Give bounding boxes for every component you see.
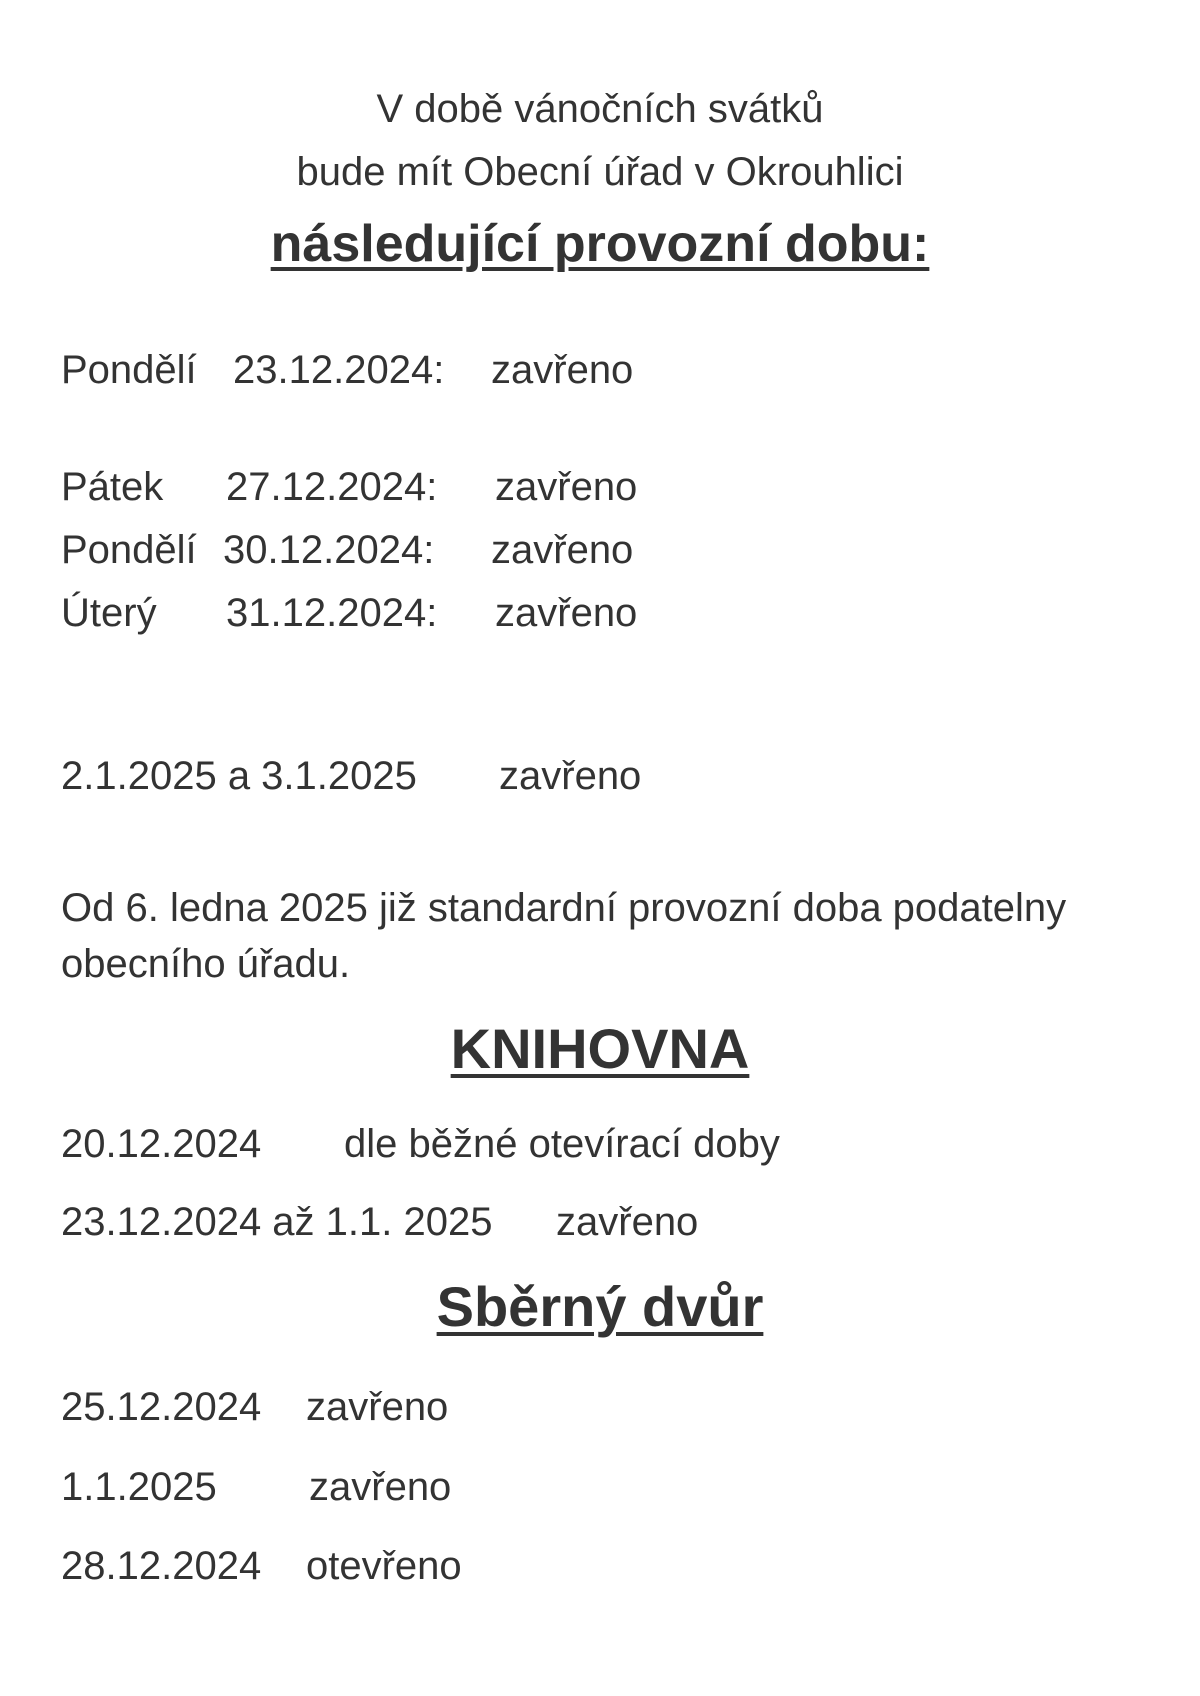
- office-range-status: zavřeno: [499, 754, 642, 798]
- office-row-status: zavřeno: [495, 465, 638, 509]
- collection-yard-row-date: 28.12.2024: [61, 1544, 262, 1588]
- collection-yard-row-status: otevřeno: [306, 1544, 462, 1588]
- office-row-status: zavřeno: [495, 591, 638, 635]
- office-row-day: Pondělí: [61, 348, 197, 392]
- collection-yard-row-status: zavřeno: [309, 1465, 452, 1509]
- office-row-date: 23.12.2024:: [233, 348, 445, 392]
- collection-yard-row-date: 1.1.2025: [61, 1465, 217, 1509]
- library-heading: KNIHOVNA: [450, 1017, 750, 1080]
- office-row-day: Úterý: [61, 591, 157, 635]
- office-hours-heading: následující provozní dobu:: [270, 215, 930, 273]
- intro-line-1: V době vánočních svátků: [376, 87, 824, 131]
- collection-yard-heading: Sběrný dvůr: [436, 1275, 764, 1338]
- collection-yard-row-date: 25.12.2024: [61, 1385, 262, 1429]
- collection-yard-row-status: zavřeno: [306, 1385, 449, 1429]
- library-row-date: 20.12.2024: [61, 1122, 262, 1166]
- office-row-date: 31.12.2024:: [226, 591, 438, 635]
- office-row-status: zavřeno: [491, 528, 634, 572]
- library-row-date: 23.12.2024 až 1.1. 2025: [61, 1200, 493, 1244]
- library-row-status: zavřeno: [556, 1200, 699, 1244]
- office-row-day: Pátek: [61, 465, 164, 509]
- intro-line-2: bude mít Obecní úřad v Okrouhlici: [296, 150, 904, 194]
- office-row-date: 27.12.2024:: [226, 465, 438, 509]
- office-note: Od 6. ledna 2025 již standardní provozní doba podatelny obecního úřadu.: [61, 886, 1067, 986]
- office-row-day: Pondělí: [61, 528, 197, 572]
- library-row-status: dle běžné otevírací doby: [344, 1122, 780, 1166]
- office-row-date: 30.12.2024:: [223, 528, 435, 572]
- office-row-status: zavřeno: [491, 348, 634, 392]
- office-range-date: 2.1.2025 a 3.1.2025: [61, 754, 417, 798]
